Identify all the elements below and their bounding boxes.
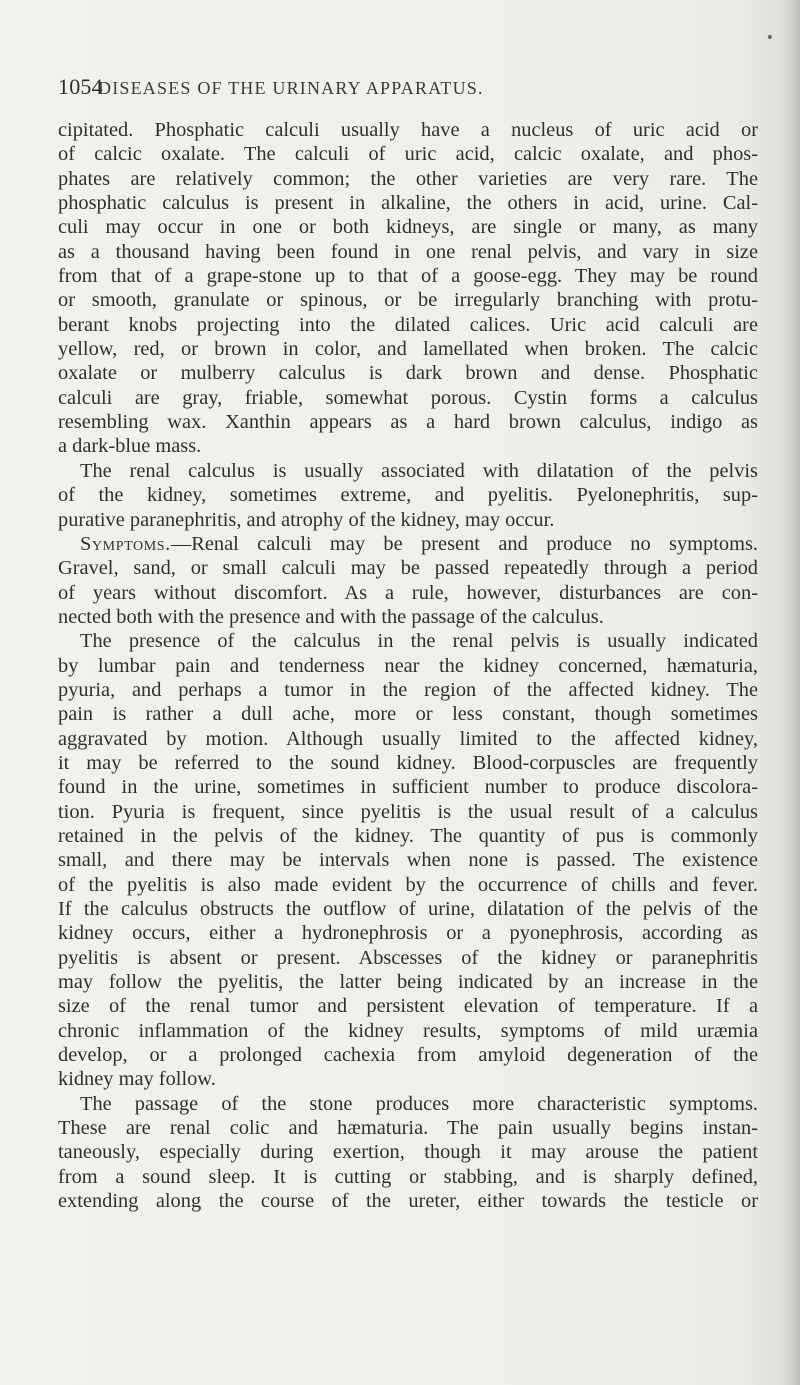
text-line: [58, 1116, 758, 1140]
text-line: [58, 1092, 758, 1116]
line-text: berant knobs projecting into the dilated calices. Uric acid calculi are: [58, 313, 758, 336]
line-text: tion. Pyuria is frequent, since pyelitis is the usual result of a calculus: [58, 800, 758, 823]
line-text: of the pyelitis is also made evident by the occurrence of chills and fever.: [58, 873, 758, 896]
line-text: culi may occur in one or both kidneys, are single or many, as many: [58, 216, 758, 239]
text-line: [58, 654, 758, 678]
text-line: [58, 337, 758, 361]
line-text: kidney may follow.: [58, 1068, 216, 1091]
line-text: cipitated. Phosphatic calculi usually have a nucleus of uric acid or: [58, 119, 758, 141]
text-line: [58, 946, 758, 970]
body-text: [58, 118, 758, 1213]
text-line: [58, 970, 758, 994]
text-line: [58, 581, 758, 605]
text-line: [58, 775, 758, 799]
text-line: [58, 824, 758, 848]
line-text: retained in the pelvis of the kidney. The quantity of pus is commonly: [58, 824, 758, 847]
text-line: [58, 897, 758, 921]
line-text: of calcic oxalate. The calculi of uric acid, calcic oxalate, and phos-: [58, 143, 758, 166]
text-line: [58, 459, 758, 483]
text-line: [58, 873, 758, 897]
line-text: as a thousand having been found in one renal pelvis, and vary in size: [58, 240, 758, 263]
line-text: oxalate or mulberry calculus is dark brown and dense. Phosphatic: [58, 362, 758, 385]
corner-mark: •: [765, 30, 774, 46]
text-line: [58, 288, 758, 312]
text-line: [58, 800, 758, 824]
line-text: The passage of the stone produces more characteristic symptoms.: [80, 1092, 758, 1115]
line-text: nected both with the presence and with the passage of the calculus.: [58, 605, 604, 628]
line-text: taneously, especially during exertion, though it may arouse the patient: [58, 1141, 758, 1164]
line-text: from that of a grape-stone up to that of a goose-egg. They may be round: [58, 265, 758, 288]
text-line: [58, 1067, 758, 1091]
line-text: chronic inflammation of the kidney results, symptoms of mild uræmia: [58, 1019, 758, 1042]
line-text: The renal calculus is usually associated with dilatation of the pelvis: [80, 459, 758, 482]
line-text: size of the renal tumor and persistent elevation of temperature. If a: [58, 995, 758, 1018]
line-text: pyelitis is absent or present. Abscesses of the kidney or paranephritis: [58, 946, 758, 969]
text-line: [58, 240, 758, 264]
line-text: —Renal calculi may be present and produce no symptoms.: [170, 532, 758, 555]
line-text: yellow, red, or brown in color, and lamellated when broken. The calcic: [58, 338, 758, 361]
text-line: [58, 118, 758, 142]
text-line: [58, 751, 758, 775]
text-line: [58, 1140, 758, 1164]
text-line: [58, 508, 758, 532]
text-line: [58, 313, 758, 337]
line-text: kidney occurs, either a hydronephrosis or a pyonephrosis, according as: [58, 922, 758, 945]
line-text: or smooth, granulate or spinous, or be irregularly branching with protu-: [58, 289, 758, 312]
text-line: [58, 1165, 758, 1189]
text-line: [58, 410, 758, 434]
line-text: found in the urine, sometimes in sufficient number to produce discolora-: [58, 776, 758, 799]
text-line: [58, 702, 758, 726]
line-text: These are renal colic and hæmaturia. The pain usually begins instan-: [58, 1117, 758, 1140]
line-text: from a sound sleep. It is cutting or stabbing, and is sharply defined,: [58, 1165, 758, 1188]
line-text: calculi are gray, friable, somewhat porous. Cystin forms a calculus: [58, 386, 758, 409]
text-line: [58, 556, 758, 580]
text-line: [58, 215, 758, 239]
line-text: it may be referred to the sound kidney. Blood-corpuscles are frequently: [58, 751, 758, 774]
text-line: [58, 361, 758, 385]
text-line: [58, 921, 758, 945]
page-number: 1054: [58, 74, 103, 99]
line-text: may follow the pyelitis, the latter being indicated by an increase in the: [58, 971, 758, 994]
text-line: [58, 483, 758, 507]
line-text: purative paranephritis, and atrophy of the kidney, may occur.: [58, 508, 555, 531]
text-line: [58, 605, 758, 629]
section-heading: Symptoms.: [80, 532, 171, 555]
line-text: If the calculus obstructs the outflow of urine, dilatation of the pelvis of the: [58, 898, 758, 920]
line-text: extending along the course of the ureter, either towards the testicle or: [58, 1190, 758, 1213]
text-line: [58, 532, 758, 556]
text-line: [58, 1043, 758, 1067]
text-line: [58, 848, 758, 872]
line-text: phates are relatively common; the other varieties are very rare. The: [58, 167, 758, 190]
line-text: pyuria, and perhaps a tumor in the region of the affected kidney. The: [58, 678, 758, 701]
text-line: [58, 727, 758, 751]
text-line: [58, 1019, 758, 1043]
text-line: [58, 1189, 758, 1213]
line-text: a dark-blue mass.: [58, 435, 202, 458]
line-text: develop, or a prolonged cachexia from amyloid degeneration of the: [58, 1044, 758, 1067]
line-text: of the kidney, sometimes extreme, and pyelitis. Pyelonephritis, sup-: [58, 484, 758, 507]
text-line: [58, 191, 758, 215]
text-line: [58, 994, 758, 1018]
line-text: pain is rather a dull ache, more or less constant, though sometimes: [58, 703, 758, 726]
running-title: DISEASES OF THE URINARY APPARATUS.: [98, 78, 484, 98]
text-line: [58, 142, 758, 166]
line-text: Gravel, sand, or small calculi may be passed repeatedly through a period: [58, 557, 758, 580]
line-text: aggravated by motion. Although usually limited to the affected kidney,: [58, 727, 758, 750]
line-text: small, and there may be intervals when none is passed. The existence: [58, 849, 758, 872]
line-text: The presence of the calculus in the renal pelvis is usually indicated: [80, 630, 758, 653]
line-text: resembling wax. Xanthin appears as a hard brown calculus, indigo as: [58, 411, 758, 434]
text-line: [58, 264, 758, 288]
text-line: [58, 434, 758, 458]
text-line: [58, 386, 758, 410]
page-edge-shadow: [782, 0, 800, 1385]
text-line: [58, 167, 758, 191]
line-text: phosphatic calculus is present in alkaline, the others in acid, urine. Cal-: [58, 192, 758, 215]
page-header: [58, 74, 758, 104]
line-text: of years without discomfort. As a rule, however, disturbances are con-: [58, 581, 758, 604]
line-text: by lumbar pain and tenderness near the kidney concerned, hæmaturia,: [58, 654, 758, 677]
text-line: [58, 629, 758, 653]
text-line: [58, 678, 758, 702]
